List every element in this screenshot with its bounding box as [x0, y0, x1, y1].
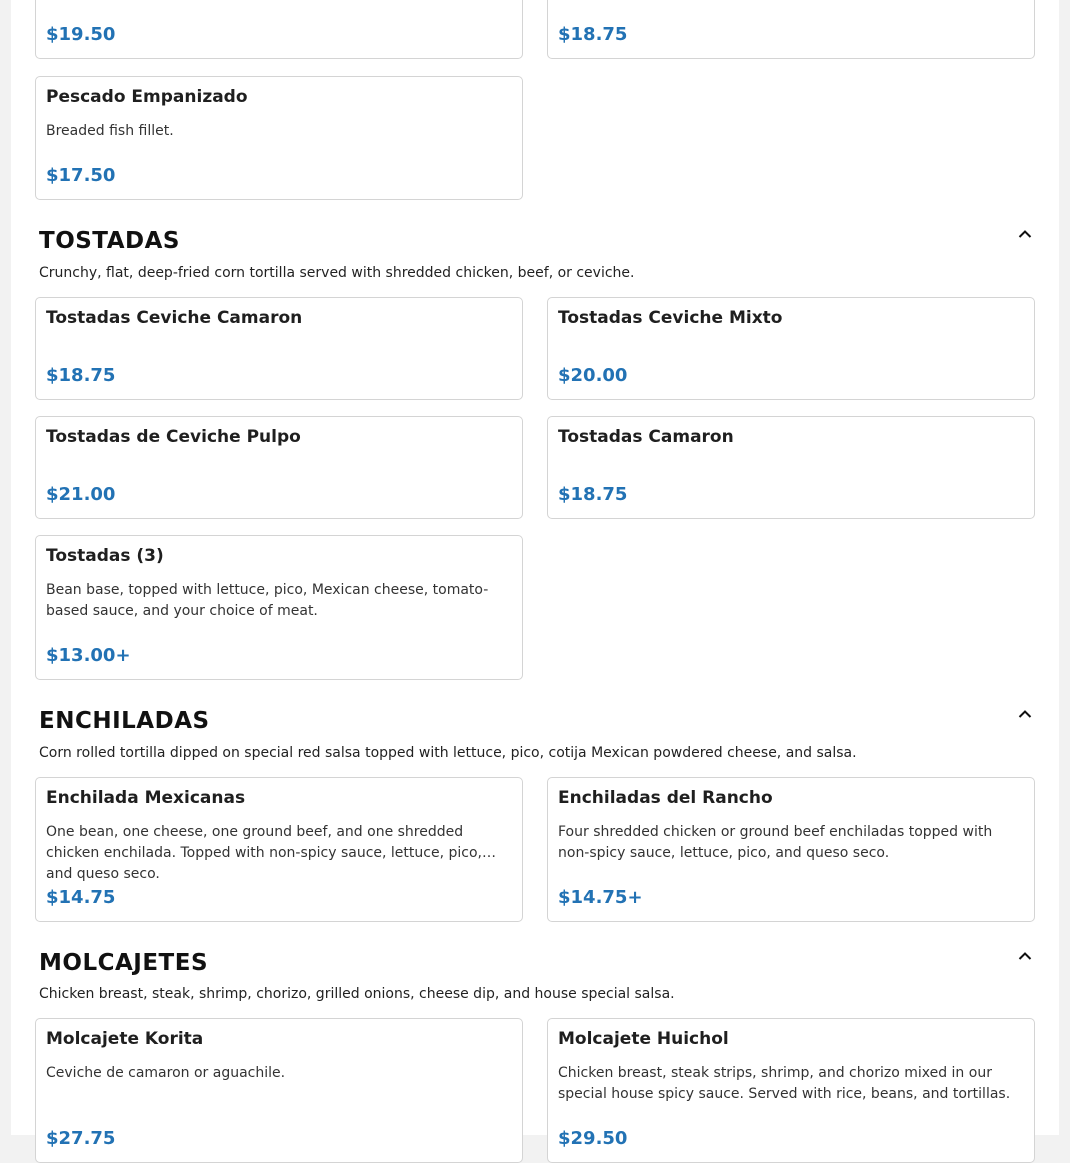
item-name: Tostadas (3) — [46, 546, 164, 566]
item-description: Breaded fish fillet. — [46, 123, 174, 139]
section-description: Chicken breast, steak, shrimp, chorizo, grilled onions, cheese dip, and house special salsa. — [39, 986, 675, 1002]
section-title-molcajetes: MOLCAJETES — [39, 950, 209, 976]
item-name: Tostadas de Ceviche Pulpo — [46, 427, 301, 447]
item-price: $17.50 — [46, 165, 116, 186]
chevron-up-icon[interactable] — [1016, 705, 1034, 723]
menu-item-card[interactable] — [547, 0, 1035, 59]
section-description: Crunchy, flat, deep-fried corn tortilla served with shredded chicken, beef, or ceviche. — [39, 265, 635, 281]
item-price: $21.00 — [46, 484, 116, 505]
item-name: Tostadas Camaron — [558, 427, 734, 447]
menu-item-card[interactable] — [35, 1018, 523, 1163]
item-price: $18.75 — [46, 365, 116, 386]
menu-item-card[interactable] — [547, 416, 1035, 519]
section-title-tostadas: TOSTADAS — [39, 228, 180, 254]
menu-page — [11, 0, 1059, 1149]
item-price: $14.75+ — [558, 887, 643, 908]
item-price: $18.75 — [558, 484, 628, 505]
menu-item-card[interactable] — [547, 297, 1035, 400]
menu-item-card[interactable] — [35, 76, 523, 200]
item-name: Tostadas Ceviche Camaron — [46, 308, 303, 328]
item-description: Chicken breast, steak strips, shrimp, and chorizo mixed in our special house spicy sauce. Served with rice, beans, and tortillas. — [558, 1065, 1011, 1102]
item-name: Molcajete Korita — [46, 1029, 204, 1049]
item-price: $29.50 — [558, 1128, 628, 1149]
menu-item-card[interactable] — [547, 1018, 1035, 1163]
menu-item-card[interactable] — [35, 0, 523, 59]
item-price: $14.75 — [46, 887, 116, 908]
item-name: Enchilada Mexicanas — [46, 788, 246, 808]
item-price: $19.50 — [46, 24, 116, 45]
item-price: $13.00+ — [46, 645, 131, 666]
item-name: Pescado Empanizado — [46, 87, 248, 107]
menu-item-card[interactable] — [35, 535, 523, 680]
item-price: $27.75 — [46, 1128, 116, 1149]
chevron-up-icon[interactable] — [1016, 947, 1034, 965]
section-title-enchiladas: ENCHILADAS — [39, 708, 210, 734]
item-description: Ceviche de camaron or aguachile. — [46, 1065, 286, 1081]
item-description: Bean base, topped with lettuce, pico, Mexican cheese, tomato-based sauce, and your choice of meat. — [46, 582, 489, 619]
item-name: Molcajete Huichol — [558, 1029, 729, 1049]
item-description: One bean, one cheese, one ground beef, and one shredded chicken enchilada. Topped with non-spicy sauce, lettuce, pico, and queso seco. — [46, 824, 482, 882]
item-price: $20.00 — [558, 365, 628, 386]
menu-item-card[interactable] — [35, 297, 523, 400]
menu-item-card[interactable] — [35, 777, 523, 922]
menu-item-card[interactable] — [35, 416, 523, 519]
item-price: $18.75 — [558, 24, 628, 45]
item-name: Tostadas Ceviche Mixto — [558, 308, 783, 328]
menu-item-card[interactable] — [547, 777, 1035, 922]
item-description: Four shredded chicken or ground beef enchiladas topped with non-spicy sauce, lettuce, pico, and queso seco. — [558, 824, 993, 861]
item-name: Enchiladas del Rancho — [558, 788, 773, 808]
chevron-up-icon[interactable] — [1016, 225, 1034, 243]
section-description: Corn rolled tortilla dipped on special red salsa topped with lettuce, pico, cotija Mexican powdered cheese, and salsa. — [39, 745, 857, 761]
